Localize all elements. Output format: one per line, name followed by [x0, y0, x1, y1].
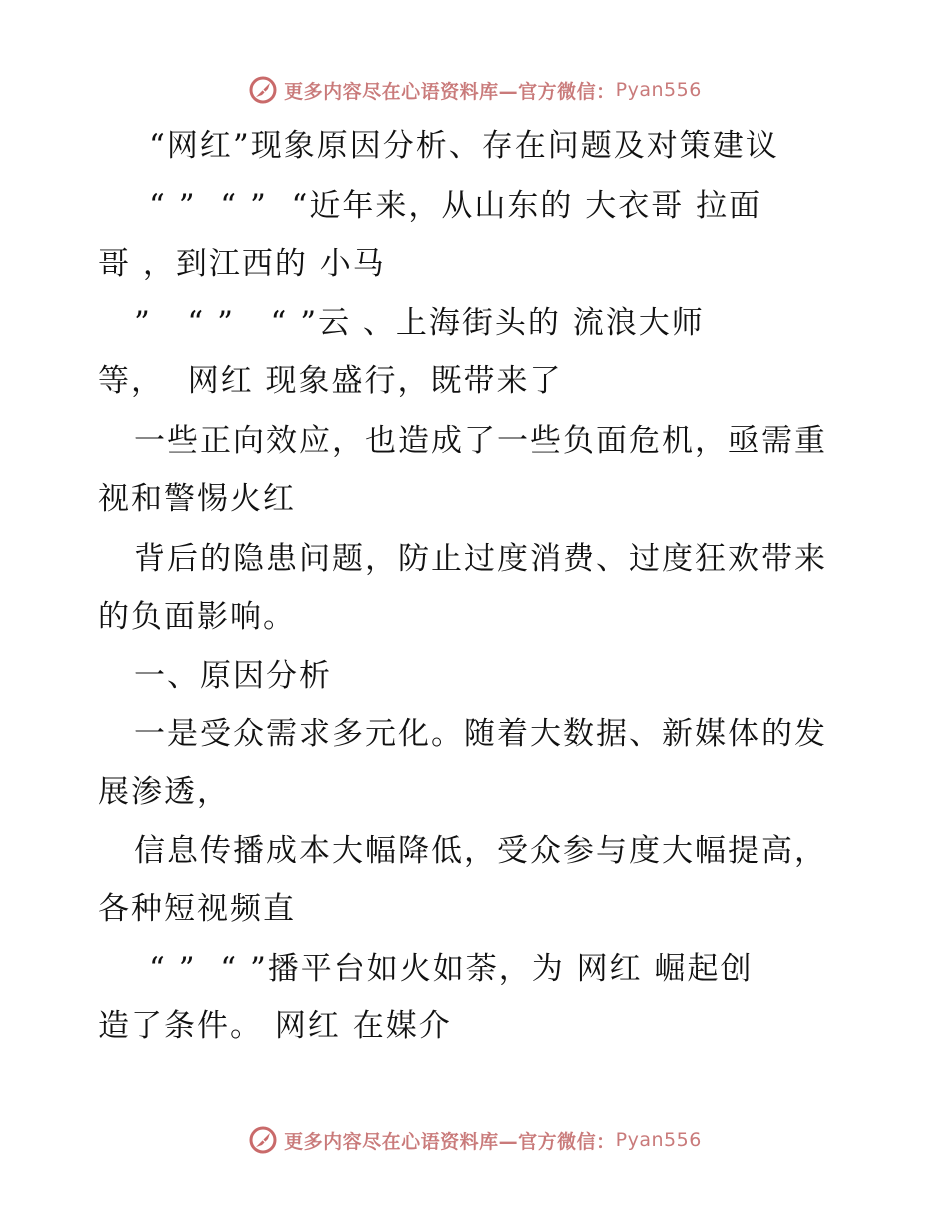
text-line: 造了条件。 网红 在媒介 [98, 1008, 452, 1044]
section-heading: 一、原因分析 [134, 658, 332, 694]
footer-banner [0, 1120, 950, 1160]
text-line: 哥 ，到江西的 小马 [98, 246, 386, 282]
text-line: 的负面影响。 [98, 599, 296, 635]
text-line: 等， 网红 现象盛行，既带来了 [98, 363, 563, 399]
quill-logo-icon [248, 1125, 278, 1155]
text-line: 一些正向效应，也造成了一些负面危机，亟需重 [134, 423, 827, 459]
text-line: “ ” “ ”播平台如火如荼，为 网红 崛起创 [149, 951, 754, 987]
document-title: “网红”现象原因分析、存在问题及对策建议 [149, 128, 779, 164]
text-line: “ ” “ ” “近年来，从山东的 大衣哥 拉面 [149, 188, 763, 224]
text-line: 一是受众需求多元化。随着大数据、新媒体的发 [134, 716, 827, 752]
banner-wechat-id: Pyan556 [615, 1129, 702, 1151]
banner-wechat-id: Pyan556 [615, 79, 702, 101]
text-line: 展渗透， [98, 774, 230, 810]
text-line: 视和警惕火红 [98, 481, 296, 517]
text-line: 背后的隐患问题，防止过度消费、过度狂欢带来 [134, 541, 827, 577]
text-line: 信息传播成本大幅降低，受众参与度大幅提高， [134, 833, 827, 869]
text-line: ” “ ” “ ”云 、上海街头的 流浪大师 [134, 305, 705, 341]
text-line: 各种短视频直 [98, 891, 296, 927]
banner-text: 更多内容尽在心语资料库—官方微信： [284, 1130, 616, 1153]
banner-text: 更多内容尽在心语资料库—官方微信： [284, 80, 616, 103]
